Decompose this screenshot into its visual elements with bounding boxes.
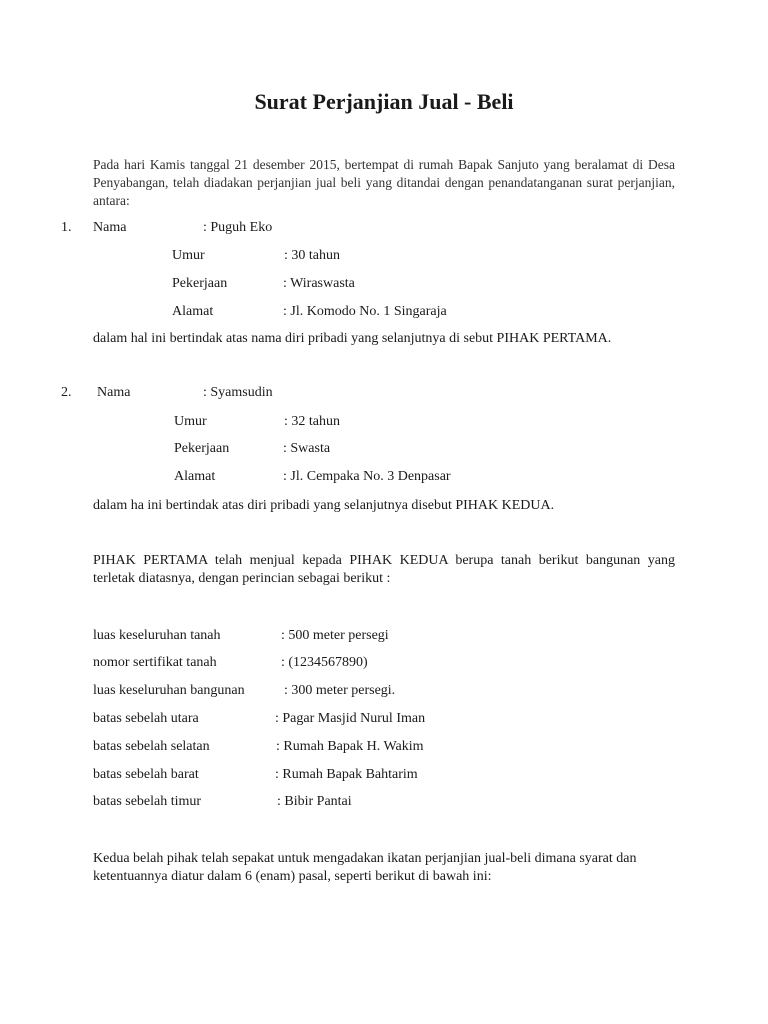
detail-label: batas sebelah selatan: [93, 739, 210, 754]
party1-address-value: : Jl. Komodo No. 1 Singaraja: [283, 304, 447, 319]
party2-age-label: Umur: [174, 414, 207, 429]
party2-address-value: : Jl. Cempaka No. 3 Denpasar: [283, 469, 451, 484]
party1-job-value: : Wiraswasta: [283, 276, 355, 291]
party2-age-value: : 32 tahun: [284, 414, 340, 429]
detail-label: nomor sertifikat tanah: [93, 655, 217, 670]
party2-statement: dalam ha ini bertindak atas diri pribadi yang selanjutnya disebut PIHAK KEDUA.: [93, 498, 555, 513]
party2-number: 2.: [61, 385, 72, 400]
party1-name-value: : Puguh Eko: [203, 220, 273, 235]
party2-job-label: Pekerjaan: [174, 441, 230, 456]
intro-paragraph: Pada hari Kamis tanggal 21 desember 2015, bertempat di rumah Bapak Sanjuto yang beralamat di Desa Penyabangan, telah diadakan perjanjian jual beli yang ditandai dengan penandatanganan surat perjanjian, antara:: [93, 157, 675, 208]
detail-label: luas keseluruhan tanah: [93, 628, 221, 643]
detail-value: : Bibir Pantai: [277, 794, 352, 809]
party1-age-value: : 30 tahun: [284, 248, 340, 263]
party2-name-label: Nama: [97, 385, 131, 400]
detail-value: : (1234567890): [281, 655, 368, 670]
detail-value: : 500 meter persegi: [281, 628, 389, 643]
party1-age-label: Umur: [172, 248, 205, 263]
party1-name-label: Nama: [93, 220, 127, 235]
detail-value: : Pagar Masjid Nurul Iman: [275, 711, 426, 726]
party1-number: 1.: [61, 220, 72, 235]
party2-name-value: : Syamsudin: [203, 385, 273, 400]
detail-label: batas sebelah timur: [93, 794, 202, 809]
detail-label: batas sebelah barat: [93, 767, 199, 782]
document-title: Surat Perjanjian Jual - Beli: [254, 89, 514, 114]
party1-address-label: Alamat: [172, 304, 214, 319]
detail-label: luas keseluruhan bangunan: [93, 683, 245, 698]
sale-intro-paragraph: PIHAK PERTAMA telah menjual kepada PIHAK KEDUA berupa tanah berikut bangunan yang terletak diatasnya, dengan perincian sebagai berikut :: [93, 553, 675, 586]
party1-statement: dalam hal ini bertindak atas nama diri pribadi yang selanjutnya di sebut PIHAK PERTAMA.: [93, 331, 612, 346]
detail-value: : Rumah Bapak Bahtarim: [275, 767, 418, 782]
party1-job-label: Pekerjaan: [172, 276, 228, 291]
detail-value: : Rumah Bapak H. Wakim: [276, 739, 424, 754]
party2-job-value: : Swasta: [283, 441, 331, 456]
closing-paragraph: Kedua belah pihak telah sepakat untuk mengadakan ikatan perjanjian jual-beli dimana syarat dan ketentuannya diatur dalam 6 (enam) pasal, seperti berikut di bawah ini:: [93, 851, 637, 884]
party2-address-label: Alamat: [174, 469, 216, 484]
detail-value: : 300 meter persegi.: [284, 683, 396, 698]
detail-label: batas sebelah utara: [93, 711, 199, 726]
